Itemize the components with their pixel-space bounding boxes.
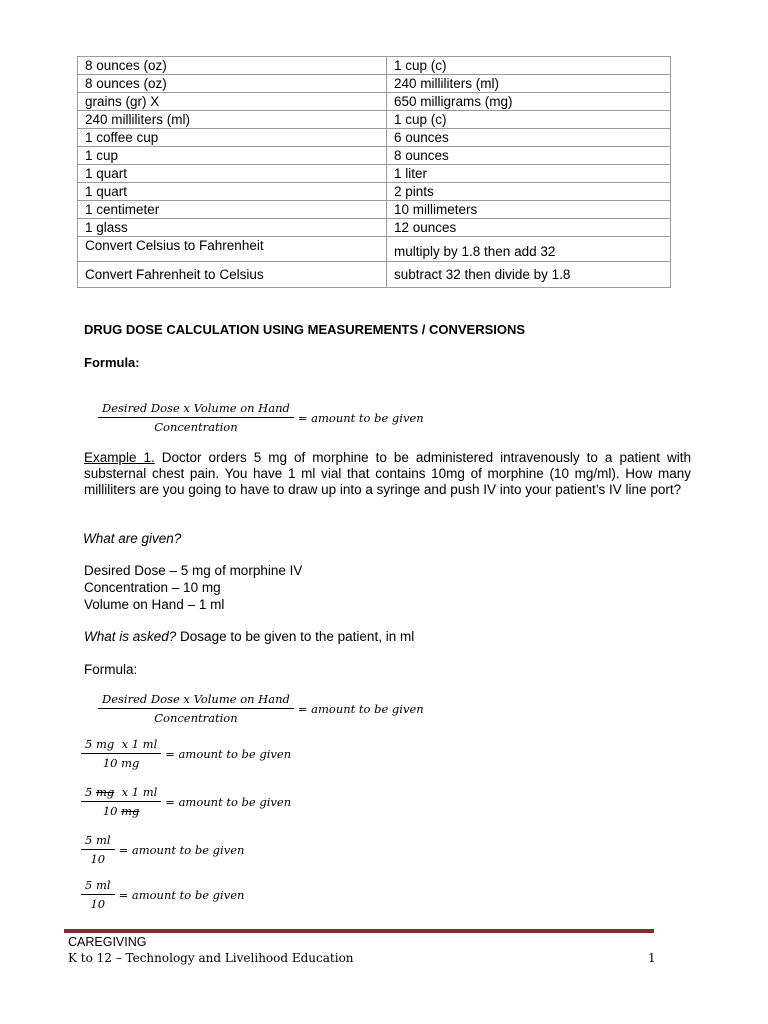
table-cell-equivalent: 2 pints — [387, 183, 671, 201]
formula-denominator: Concentration — [154, 420, 238, 434]
step2-den-strike: mg — [121, 804, 140, 818]
table-row — [78, 201, 671, 219]
table-cell-unit: Convert Fahrenheit to Celsius — [78, 262, 387, 288]
step4-result: = amount to be given — [118, 887, 245, 902]
formula-numerator: Desired Dose x Volume on Hand — [98, 692, 294, 709]
table-cell-equivalent: multiply by 1.8 then add 32 — [387, 237, 671, 262]
asked-question: What is asked? — [84, 629, 177, 644]
given-item: Concentration – 10 mg — [84, 580, 221, 595]
table-cell-unit: Convert Celsius to Fahrenheit — [78, 237, 387, 262]
table-cell-equivalent: 1 cup (c) — [387, 111, 671, 129]
table-cell-equivalent: 650 milligrams (mg) — [387, 93, 671, 111]
table-row — [78, 93, 671, 111]
section-heading: DRUG DOSE CALCULATION USING MEASUREMENTS / CONVERSIONS — [84, 322, 526, 337]
conversion-table — [77, 56, 671, 288]
table-row — [78, 111, 671, 129]
formula-result: = amount to be given — [297, 410, 424, 425]
step2-num-b: x 1 ml — [121, 785, 158, 799]
footer-divider — [64, 929, 654, 933]
table-row — [78, 262, 671, 288]
step-3 — [81, 833, 244, 866]
table-row — [78, 75, 671, 93]
example-text: Doctor orders 5 mg of morphine to be administered intravenously to a patient with substernal chest pain. You have 1 ml vial that contains 10mg of morphine (10 mg/ml). How many milliliters are you going to have to draw up into a syringe and push IV into your patient’s IV line port? — [84, 450, 691, 497]
footer-subtitle: K to 12 – Technology and Livelihood Education — [68, 951, 354, 965]
table-cell-unit: 8 ounces (oz) — [78, 57, 387, 75]
step3-num: 5 ml — [81, 833, 115, 850]
table-cell-unit: 1 quart — [78, 183, 387, 201]
table-row — [78, 183, 671, 201]
table-cell-equivalent: 8 ounces — [387, 147, 671, 165]
table-row — [78, 147, 671, 165]
page-number: 1 — [648, 951, 656, 965]
step1-den: 10 mg — [102, 756, 140, 770]
step3-result: = amount to be given — [118, 842, 245, 857]
step2-num-strike: mg — [95, 785, 115, 799]
formula-label: Formula: — [84, 355, 140, 370]
step1-num-b: x 1 ml — [121, 737, 158, 751]
step1-num-a: 5 mg — [85, 737, 115, 751]
step4-den: 10 — [90, 897, 106, 911]
formula-numerator: Desired Dose x Volume on Hand — [98, 401, 294, 418]
table-cell-unit: grains (gr) X — [78, 93, 387, 111]
table-cell-unit: 1 centimeter — [78, 201, 387, 219]
table-cell-equivalent: 6 ounces — [387, 129, 671, 147]
table-row — [78, 165, 671, 183]
asked-line — [84, 629, 414, 645]
step2-num-a: 5 — [85, 785, 96, 799]
formula-denominator: Concentration — [154, 711, 238, 725]
table-cell-unit: 1 coffee cup — [78, 129, 387, 147]
table-cell-unit: 1 quart — [78, 165, 387, 183]
step-2 — [81, 785, 291, 818]
step4-num: 5 ml — [81, 878, 115, 895]
formula-result: = amount to be given — [297, 701, 424, 716]
table-cell-equivalent: 240 milliliters (ml) — [387, 75, 671, 93]
step1-result: = amount to be given — [165, 746, 292, 761]
table-cell-equivalent: 1 liter — [387, 165, 671, 183]
table-row — [78, 219, 671, 237]
table-row — [78, 129, 671, 147]
table-row — [78, 57, 671, 75]
table-cell-equivalent: 10 millimeters — [387, 201, 671, 219]
given-question: What are given? — [83, 531, 182, 546]
step2-den-a: 10 — [102, 804, 122, 818]
formula-label-2: Formula: — [84, 662, 138, 677]
table-row — [78, 237, 671, 262]
formula-repeat — [98, 692, 424, 725]
example-label: Example 1. — [84, 450, 155, 465]
table-cell-unit: 1 glass — [78, 219, 387, 237]
step-1 — [81, 737, 291, 770]
given-item: Desired Dose – 5 mg of morphine IV — [84, 563, 303, 578]
table-cell-equivalent: 1 cup (c) — [387, 57, 671, 75]
footer-title: CAREGIVING — [68, 935, 147, 949]
table-cell-equivalent: subtract 32 then divide by 1.8 — [387, 262, 671, 288]
step3-den: 10 — [90, 852, 106, 866]
formula-main — [98, 401, 424, 434]
step-4 — [81, 878, 244, 911]
given-item: Volume on Hand – 1 ml — [84, 597, 225, 612]
table-cell-unit: 1 cup — [78, 147, 387, 165]
step2-result: = amount to be given — [165, 794, 292, 809]
table-cell-equivalent: 12 ounces — [387, 219, 671, 237]
table-cell-unit: 8 ounces (oz) — [78, 75, 387, 93]
table-cell-unit: 240 milliliters (ml) — [78, 111, 387, 129]
example-paragraph — [84, 450, 691, 498]
asked-answer: Dosage to be given to the patient, in ml — [176, 629, 415, 644]
